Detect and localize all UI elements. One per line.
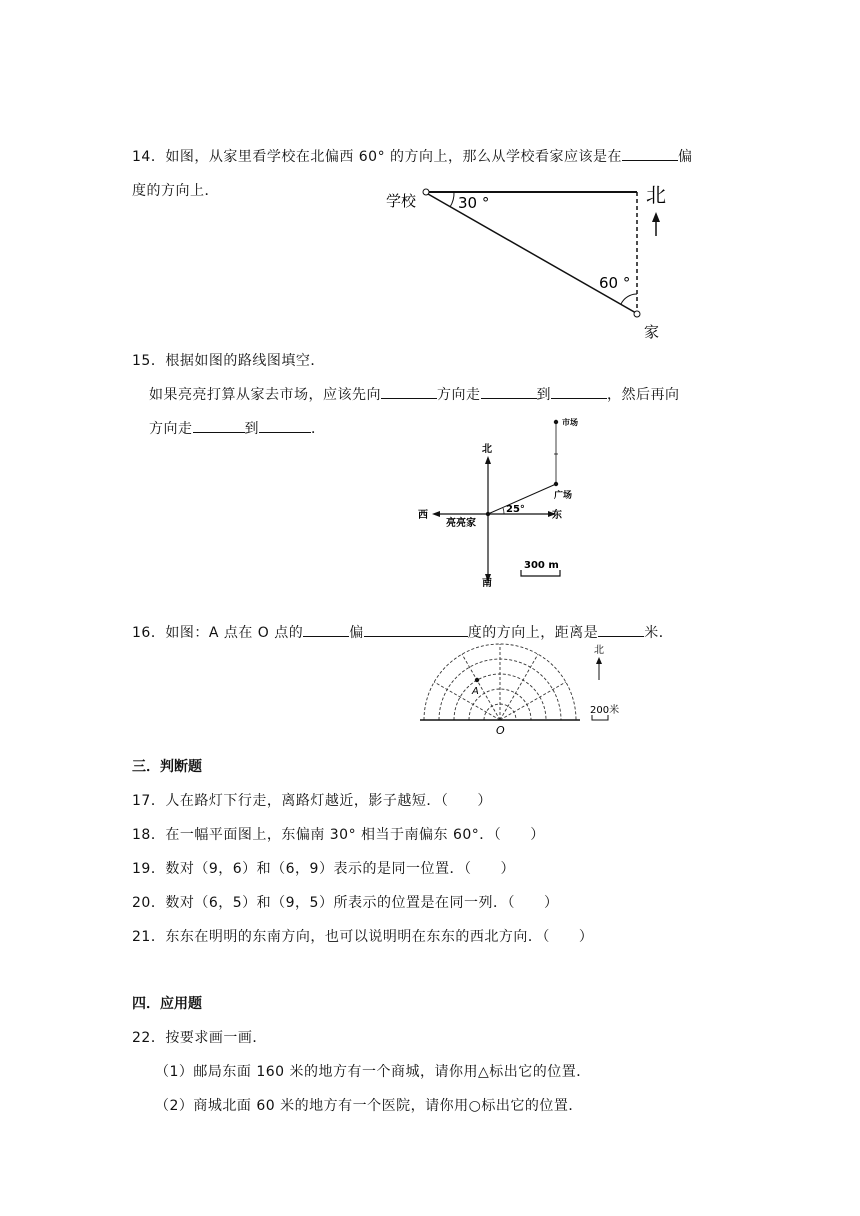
q22-item-2: （2）商城北面 60 米的地方有一个医院，请你用○标出它的位置． [155,1098,583,1114]
q15-angle-label: 25° [506,504,525,515]
q15-south-label: 南 [482,578,492,588]
q14-angle-30: 30 ° [458,194,490,212]
q14-blank-1 [622,146,678,161]
q15-west-label: 西 [418,510,428,521]
q14-line1 [132,146,693,166]
q15-blank-3 [551,384,607,399]
q15-market-label: 市场 [562,418,578,427]
q15-line1 [149,384,680,404]
judge-item-17: 17．人在路灯下行走，离路灯越近，影子越短．（ ） [132,793,492,809]
q22-item-1: （1）邮局东面 160 米的地方有一个商城，请你用△标出它的位置． [155,1064,591,1080]
q16-blank-1 [303,622,349,637]
section-3-heading: 三．判断题 [132,759,202,775]
q15-home-label: 亮亮家 [446,518,476,529]
q15-scale-label: 300 m [524,560,559,571]
q16-blank-3 [598,622,644,637]
q16-line [132,622,673,642]
judge-item-19: 19．数对（9，6）和（6，9）表示的是同一位置．（ ） [132,861,515,877]
q16-blank-2 [364,622,468,637]
q15-text-d: ，然后再向 [607,387,680,403]
q15-square-label: 广场 [554,491,573,501]
q14-line2: 度的方向上． [132,183,219,199]
q16-a-label: A [472,686,479,697]
section-4-heading: 四．应用题 [132,996,202,1012]
q15-text-g: ． [311,421,326,437]
q15-east-label: 东 [552,510,562,521]
q14-figure [384,178,684,344]
q15-text-c: 到 [536,387,551,403]
q16-text-d: 米． [644,625,674,641]
q14-text-a: 14．如图，从家里看学校在北偏西 60° 的方向上，那么从学校看家应该是在 [132,149,623,165]
q16-north-label: 北 [594,645,604,656]
q16-figure [414,640,626,738]
q14-north-label: 北 [646,183,666,207]
q15-text-a: 如果亮亮打算从家去市场，应该先向 [149,387,381,403]
q15-north-label: 北 [482,444,492,455]
q14-school-label: 学校 [386,192,417,210]
q16-text-c: 度的方向上，距离是 [467,625,599,641]
judge-item-18: 18．在一幅平面图上，东偏南 30° 相当于南偏东 60°．（ ） [132,827,545,843]
q16-o-label: O [496,724,505,737]
q15-blank-1 [381,384,437,399]
q15-line2 [149,418,326,438]
q15-text-b: 方向走 [437,387,481,403]
q22-title: 22．按要求画一画． [132,1030,267,1046]
q16-scale-label: 200米 [590,705,620,716]
q15-blank-5 [259,418,311,433]
q15-blank-2 [481,384,537,399]
q15-blank-4 [193,418,245,433]
judge-item-20: 20．数对（6，5）和（9，5）所表示的位置是在同一列．（ ） [132,895,559,911]
q15-text-e: 方向走 [149,421,193,437]
judge-item-21: 21．东东在明明的东南方向，也可以说明明在东东的西北方向．（ ） [132,929,594,945]
q16-text-b: 偏 [349,625,364,641]
q16-text-a: 16．如图：A 点在 O 点的 [132,625,304,641]
q15-title: 15．根据如图的路线图填空． [132,353,325,369]
q16-point-a [475,678,479,682]
q14-home-point [634,311,640,317]
q14-angle-60: 60 ° [599,274,631,292]
q15-figure [412,410,598,588]
q14-text-b: 偏 [678,149,693,165]
q15-text-f: 到 [244,421,259,437]
q15-market-point [554,420,558,424]
q14-home-label: 家 [644,323,660,341]
